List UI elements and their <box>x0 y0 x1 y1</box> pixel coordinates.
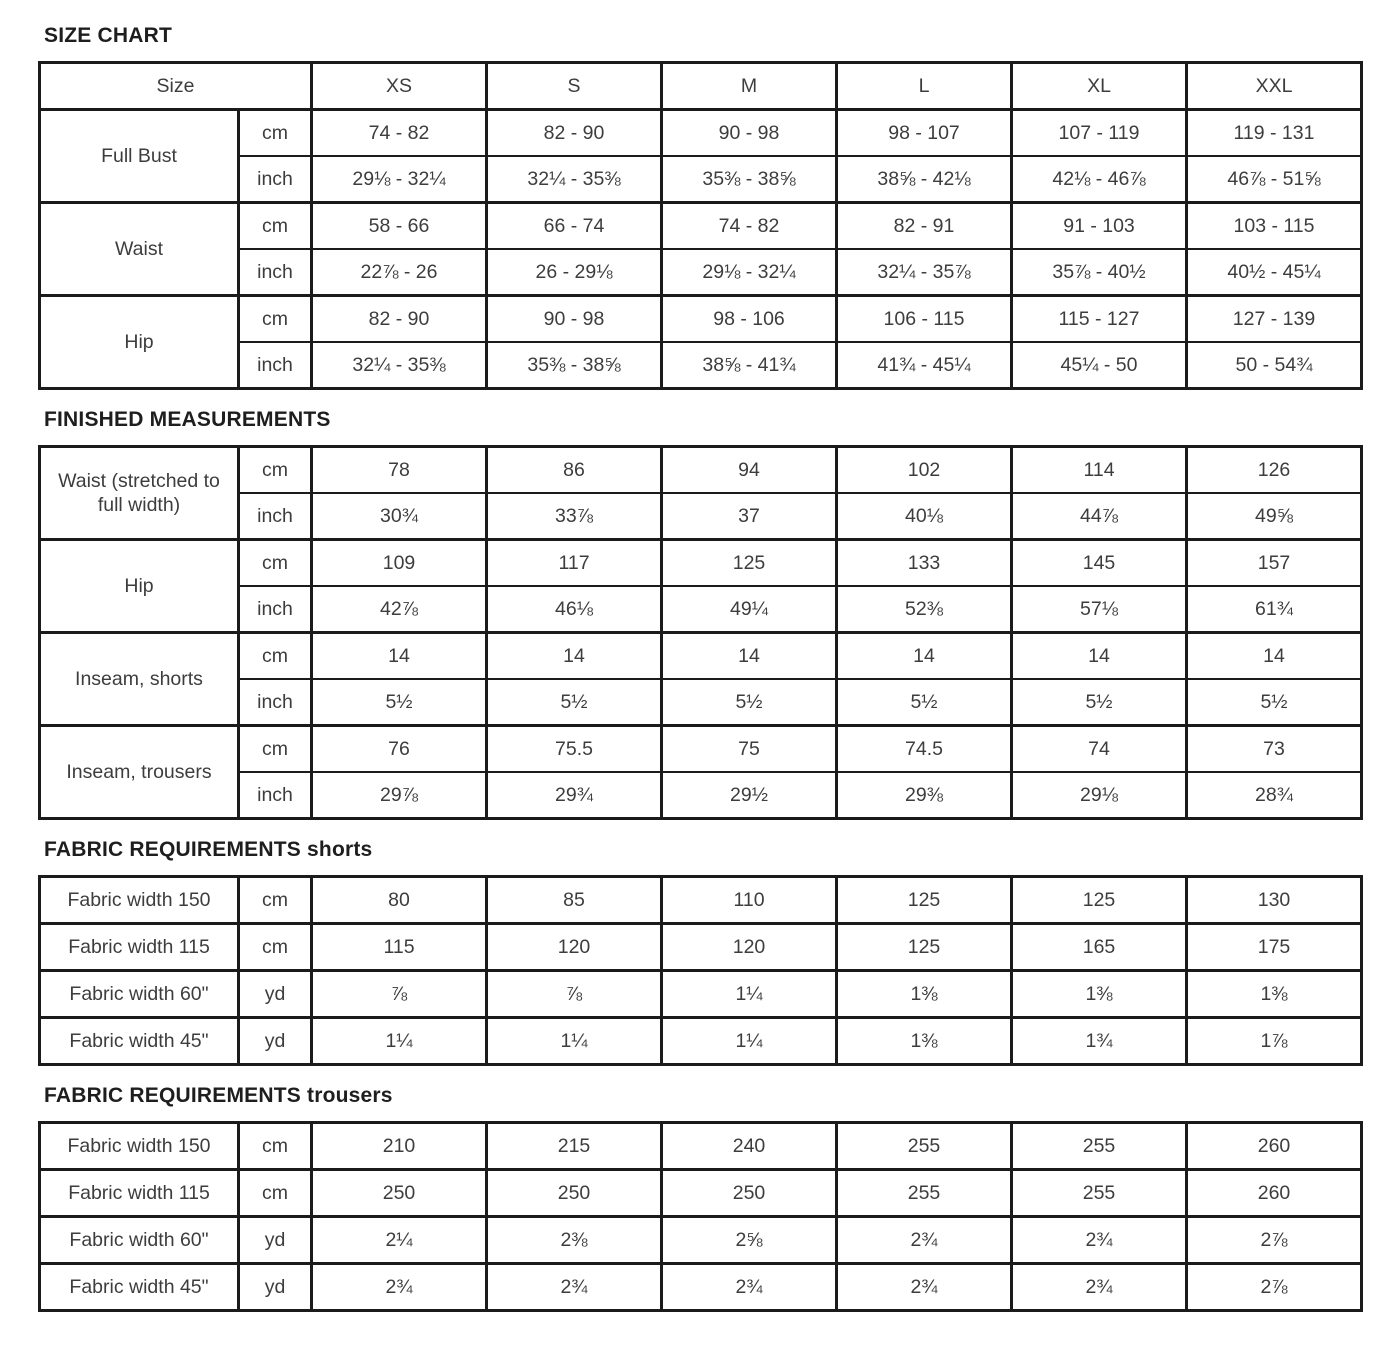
value-cell: 82 - 90 <box>312 296 487 343</box>
value-cell: 2¾ <box>1012 1217 1187 1264</box>
value-cell: 14 <box>487 633 662 680</box>
value-cell: 32¼ - 35⅞ <box>837 249 1012 296</box>
value-cell: 42⅛ - 46⅞ <box>1012 156 1187 203</box>
value-cell: 250 <box>662 1170 837 1217</box>
section-title-text: FINISHED MEASUREMENTS <box>44 408 331 431</box>
value-cell: 127 - 139 <box>1187 296 1362 343</box>
table-row <box>40 447 1362 494</box>
value-cell: 35⅞ - 40½ <box>1012 249 1187 296</box>
value-cell: 49⅝ <box>1187 493 1362 540</box>
size-column-header: XXL <box>1187 63 1362 110</box>
value-cell: 1⅜ <box>837 971 1012 1018</box>
value-cell: 5½ <box>1012 679 1187 726</box>
value-cell: 1¼ <box>487 1018 662 1065</box>
unit-label: cm <box>239 110 312 157</box>
value-cell: 215 <box>487 1123 662 1170</box>
section-size-chart <box>38 24 1362 390</box>
value-cell: 35⅜ - 38⅝ <box>662 156 837 203</box>
value-cell: 38⅝ - 41¾ <box>662 342 837 389</box>
value-cell: 86 <box>487 447 662 494</box>
unit-label: yd <box>239 1217 312 1264</box>
table-row <box>40 110 1362 157</box>
section-title-text: FABRIC REQUIREMENTS <box>44 838 301 861</box>
value-cell: 41¾ - 45¼ <box>837 342 1012 389</box>
value-cell: 125 <box>837 924 1012 971</box>
section-finished-measurements <box>38 408 1362 820</box>
value-cell: 80 <box>312 877 487 924</box>
table-row <box>40 1170 1362 1217</box>
unit-label: cm <box>239 877 312 924</box>
value-cell: 29¾ <box>487 772 662 819</box>
unit-label: yd <box>239 971 312 1018</box>
value-cell: 28¾ <box>1187 772 1362 819</box>
section-fabric-requirements-shorts <box>38 838 1362 1066</box>
value-cell: 210 <box>312 1123 487 1170</box>
section-title-text: SIZE CHART <box>44 24 172 47</box>
value-cell: 255 <box>837 1123 1012 1170</box>
table-row <box>40 156 1362 203</box>
size-column-header: M <box>662 63 837 110</box>
value-cell: 1¾ <box>1012 1018 1187 1065</box>
row-label: Hip <box>40 540 239 633</box>
value-cell: 66 - 74 <box>487 203 662 250</box>
value-cell: 2¾ <box>312 1264 487 1311</box>
value-cell: 14 <box>837 633 1012 680</box>
unit-label: yd <box>239 1018 312 1065</box>
value-cell: 5½ <box>662 679 837 726</box>
value-cell: 5½ <box>1187 679 1362 726</box>
unit-label: cm <box>239 633 312 680</box>
value-cell: ⅞ <box>312 971 487 1018</box>
value-cell: 52⅜ <box>837 586 1012 633</box>
value-cell: 133 <box>837 540 1012 587</box>
value-cell: 40⅛ <box>837 493 1012 540</box>
value-cell: 125 <box>837 877 1012 924</box>
value-cell: 74 <box>1012 726 1187 773</box>
value-cell: 106 - 115 <box>837 296 1012 343</box>
value-cell: 32¼ - 35⅜ <box>312 342 487 389</box>
sections-container <box>38 24 1362 1312</box>
value-cell: 1⅜ <box>1187 971 1362 1018</box>
table-row <box>40 924 1362 971</box>
value-cell: 26 - 29⅛ <box>487 249 662 296</box>
value-cell: 165 <box>1012 924 1187 971</box>
unit-label: cm <box>239 203 312 250</box>
unit-label: inch <box>239 493 312 540</box>
value-cell: 57⅛ <box>1012 586 1187 633</box>
value-cell: 107 - 119 <box>1012 110 1187 157</box>
table-row <box>40 296 1362 343</box>
table-row <box>40 203 1362 250</box>
unit-label: inch <box>239 586 312 633</box>
size-header-label: Size <box>40 63 312 110</box>
value-cell: 2¾ <box>662 1264 837 1311</box>
value-cell: 40½ - 45¼ <box>1187 249 1362 296</box>
section-title-suffix: shorts <box>307 838 373 861</box>
value-cell: 14 <box>312 633 487 680</box>
value-cell: 2⅞ <box>1187 1264 1362 1311</box>
table-row <box>40 1018 1362 1065</box>
table-row <box>40 772 1362 819</box>
row-label: Inseam, trousers <box>40 726 239 819</box>
value-cell: 85 <box>487 877 662 924</box>
value-cell: 22⅞ - 26 <box>312 249 487 296</box>
table-row <box>40 586 1362 633</box>
value-cell: 157 <box>1187 540 1362 587</box>
section-title-suffix: trousers <box>307 1084 393 1107</box>
value-cell: 5½ <box>312 679 487 726</box>
value-cell: 5½ <box>487 679 662 726</box>
value-cell: 145 <box>1012 540 1187 587</box>
value-cell: 125 <box>1012 877 1187 924</box>
value-cell: 14 <box>662 633 837 680</box>
row-label: Fabric width 45" <box>40 1264 239 1311</box>
value-cell: 119 - 131 <box>1187 110 1362 157</box>
row-label: Waist (stretched to full width) <box>40 447 239 540</box>
unit-label: cm <box>239 296 312 343</box>
unit-label: inch <box>239 156 312 203</box>
row-label: Fabric width 45" <box>40 1018 239 1065</box>
unit-label: cm <box>239 540 312 587</box>
row-label: Fabric width 150 <box>40 1123 239 1170</box>
size-column-header: XS <box>312 63 487 110</box>
unit-label: cm <box>239 924 312 971</box>
section-title-size-chart <box>44 24 1362 48</box>
value-cell: 117 <box>487 540 662 587</box>
value-cell: 58 - 66 <box>312 203 487 250</box>
value-cell: 2¾ <box>837 1217 1012 1264</box>
size-column-header: S <box>487 63 662 110</box>
value-cell: 90 - 98 <box>662 110 837 157</box>
value-cell: 37 <box>662 493 837 540</box>
table-row <box>40 1264 1362 1311</box>
value-cell: 1⅜ <box>837 1018 1012 1065</box>
value-cell: 125 <box>662 540 837 587</box>
value-cell: 115 - 127 <box>1012 296 1187 343</box>
section-fabric-requirements-trousers <box>38 1084 1362 1312</box>
value-cell: 2¾ <box>487 1264 662 1311</box>
value-cell: 260 <box>1187 1170 1362 1217</box>
value-cell: 5½ <box>837 679 1012 726</box>
row-label: Waist <box>40 203 239 296</box>
row-label: Fabric width 115 <box>40 1170 239 1217</box>
value-cell: 30¾ <box>312 493 487 540</box>
size-column-header: L <box>837 63 1012 110</box>
value-cell: 45¼ - 50 <box>1012 342 1187 389</box>
table-row <box>40 540 1362 587</box>
value-cell: 130 <box>1187 877 1362 924</box>
value-cell: 114 <box>1012 447 1187 494</box>
value-cell: 250 <box>312 1170 487 1217</box>
value-cell: 2⅜ <box>487 1217 662 1264</box>
value-cell: 2¾ <box>1012 1264 1187 1311</box>
value-cell: 14 <box>1187 633 1362 680</box>
unit-label: cm <box>239 447 312 494</box>
value-cell: 1¼ <box>662 1018 837 1065</box>
value-cell: 61¾ <box>1187 586 1362 633</box>
value-cell: 126 <box>1187 447 1362 494</box>
unit-label: cm <box>239 1123 312 1170</box>
value-cell: 29⅞ <box>312 772 487 819</box>
row-label: Fabric width 150 <box>40 877 239 924</box>
value-cell: 109 <box>312 540 487 587</box>
value-cell: 14 <box>1012 633 1187 680</box>
value-cell: 255 <box>1012 1123 1187 1170</box>
value-cell: 120 <box>662 924 837 971</box>
row-label: Fabric width 115 <box>40 924 239 971</box>
value-cell: 255 <box>1012 1170 1187 1217</box>
table-row <box>40 877 1362 924</box>
value-cell: 74 - 82 <box>662 203 837 250</box>
row-label: Full Bust <box>40 110 239 203</box>
value-cell: 94 <box>662 447 837 494</box>
value-cell: 115 <box>312 924 487 971</box>
table-row <box>40 493 1362 540</box>
value-cell: 38⅝ - 42⅛ <box>837 156 1012 203</box>
value-cell: 29⅜ <box>837 772 1012 819</box>
value-cell: 90 - 98 <box>487 296 662 343</box>
unit-label: cm <box>239 1170 312 1217</box>
value-cell: 35⅜ - 38⅝ <box>487 342 662 389</box>
row-label: Fabric width 60" <box>40 971 239 1018</box>
value-cell: 46⅛ <box>487 586 662 633</box>
value-cell: 78 <box>312 447 487 494</box>
value-cell: 98 - 106 <box>662 296 837 343</box>
value-cell: 42⅞ <box>312 586 487 633</box>
value-cell: 2⅞ <box>1187 1217 1362 1264</box>
table-row <box>40 679 1362 726</box>
value-cell: 49¼ <box>662 586 837 633</box>
value-cell: 82 - 91 <box>837 203 1012 250</box>
row-label: Fabric width 60" <box>40 1217 239 1264</box>
value-cell: 33⅞ <box>487 493 662 540</box>
value-cell: 46⅞ - 51⅝ <box>1187 156 1362 203</box>
value-cell: 250 <box>487 1170 662 1217</box>
value-cell: 240 <box>662 1123 837 1170</box>
value-cell: 175 <box>1187 924 1362 971</box>
row-label: Inseam, shorts <box>40 633 239 726</box>
value-cell: 73 <box>1187 726 1362 773</box>
value-cell: 74 - 82 <box>312 110 487 157</box>
table-row <box>40 342 1362 389</box>
value-cell: 2⅝ <box>662 1217 837 1264</box>
value-cell: 1¼ <box>312 1018 487 1065</box>
section-title-text: FABRIC REQUIREMENTS <box>44 1084 301 1107</box>
finished-measurements-table <box>38 445 1363 820</box>
table-row <box>40 1217 1362 1264</box>
value-cell: 1¼ <box>662 971 837 1018</box>
value-cell: 103 - 115 <box>1187 203 1362 250</box>
table-row <box>40 1123 1362 1170</box>
value-cell: 32¼ - 35⅜ <box>487 156 662 203</box>
table-row <box>40 971 1362 1018</box>
table-row <box>40 633 1362 680</box>
value-cell: ⅞ <box>487 971 662 1018</box>
section-title-finished-measurements <box>44 408 1362 432</box>
value-cell: 260 <box>1187 1123 1362 1170</box>
fabric-requirements-trousers-table <box>38 1121 1363 1312</box>
unit-label: yd <box>239 1264 312 1311</box>
value-cell: 44⅞ <box>1012 493 1187 540</box>
value-cell: 76 <box>312 726 487 773</box>
value-cell: 75 <box>662 726 837 773</box>
value-cell: 255 <box>837 1170 1012 1217</box>
section-title-fabric-requirements-trousers <box>44 1084 1362 1108</box>
unit-label: inch <box>239 679 312 726</box>
table-row <box>40 249 1362 296</box>
table-row <box>40 726 1362 773</box>
value-cell: 98 - 107 <box>837 110 1012 157</box>
fabric-requirements-shorts-table <box>38 875 1363 1066</box>
value-cell: 75.5 <box>487 726 662 773</box>
value-cell: 2¾ <box>837 1264 1012 1311</box>
value-cell: 74.5 <box>837 726 1012 773</box>
unit-label: cm <box>239 726 312 773</box>
unit-label: inch <box>239 772 312 819</box>
size-chart-table <box>38 61 1363 390</box>
value-cell: 29⅛ - 32¼ <box>662 249 837 296</box>
unit-label: inch <box>239 249 312 296</box>
value-cell: 110 <box>662 877 837 924</box>
value-cell: 1⅜ <box>1012 971 1187 1018</box>
value-cell: 120 <box>487 924 662 971</box>
value-cell: 29⅛ - 32¼ <box>312 156 487 203</box>
value-cell: 29⅛ <box>1012 772 1187 819</box>
size-column-header: XL <box>1012 63 1187 110</box>
value-cell: 102 <box>837 447 1012 494</box>
value-cell: 2¼ <box>312 1217 487 1264</box>
value-cell: 50 - 54¾ <box>1187 342 1362 389</box>
section-title-fabric-requirements-shorts <box>44 838 1362 862</box>
value-cell: 82 - 90 <box>487 110 662 157</box>
value-cell: 1⅞ <box>1187 1018 1362 1065</box>
row-label: Hip <box>40 296 239 389</box>
value-cell: 91 - 103 <box>1012 203 1187 250</box>
value-cell: 29½ <box>662 772 837 819</box>
size-header-row <box>40 63 1362 110</box>
unit-label: inch <box>239 342 312 389</box>
